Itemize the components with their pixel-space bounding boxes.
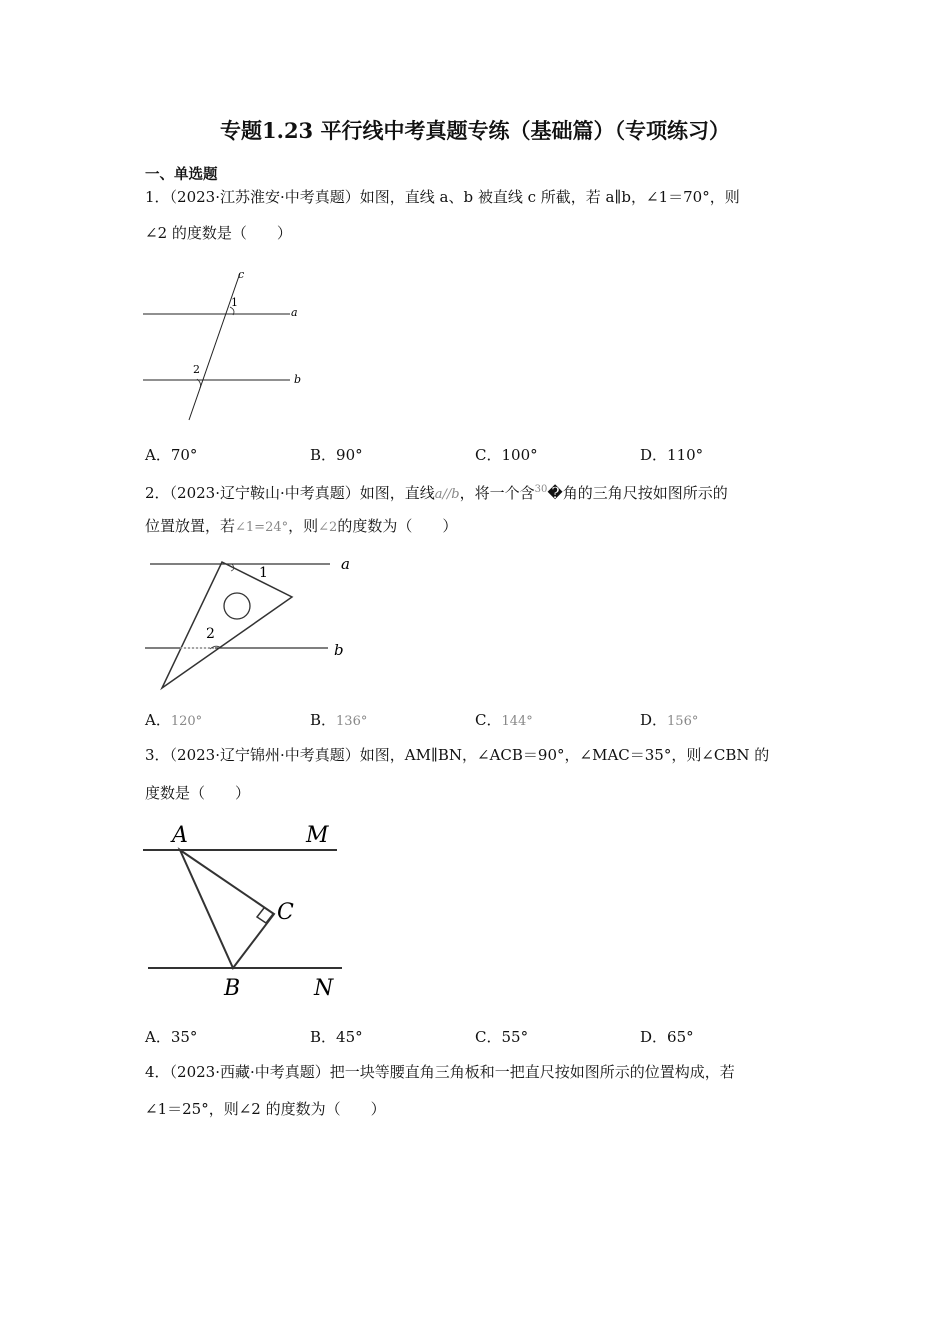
label-a: a [291,306,298,319]
label-b: b [334,641,344,659]
label-angle-1: 1 [259,565,268,581]
formula-angle1: ∠1=24° [235,520,289,535]
label-c: c [238,268,245,281]
question-1-line2: ∠2 的度数是（ ） [145,224,292,242]
option-b[interactable]: B．90° [310,446,363,464]
formula-30: 30 [534,484,548,495]
label-N: N [314,976,334,1001]
label-b: b [294,373,302,386]
label-angle-2: 2 [206,626,215,642]
option-value: 136° [336,714,368,729]
option-a[interactable] [145,709,202,730]
option-c[interactable]: C．55° [475,1028,529,1046]
question-2-text: 2．（2023·辽宁鞍山·中考真题）如图，直线 [145,484,435,502]
label-A: A [172,823,188,848]
label-M: M [306,823,329,848]
question-1-line1: 1．（2023·江苏淮安·中考真题）如图，直线 a、b 被直线 c 所截，若 a∥b，∠1＝70°，则 [145,188,740,206]
option-value: 120° [170,714,203,729]
label-B: B [224,976,241,1001]
option-value: 156° [667,714,699,729]
question-2-text: 的度数为（ ） [337,517,458,535]
formula-a-parallel-b: a//b [434,487,460,502]
formula-angle2: ∠2 [318,520,338,535]
option-letter: D． [640,711,668,729]
question-2-text: ，将一个含 [459,484,535,502]
section-heading: 一、单选题 [145,166,218,183]
option-c[interactable]: C．100° [475,446,538,464]
question-2-line1 [145,479,728,506]
label-a: a [341,555,350,573]
question-2-line2 [145,515,457,539]
question-2-figure [140,552,370,697]
label-C: C [277,900,294,925]
option-a[interactable]: A．70° [145,446,198,464]
option-letter: C． [475,711,502,729]
question-3-line2: 度数是（ ） [145,784,251,802]
option-letter: A． [145,711,171,729]
question-2-text: ，则 [288,517,319,535]
question-3-line1: 3．（2023·辽宁锦州·中考真题）如图，AM∥BN，∠ACB＝90°，∠MAC＝35°，则∠CBN 的 [145,746,770,764]
option-d[interactable] [640,709,698,730]
label-angle-2: 2 [193,363,200,376]
label-angle-1: 1 [231,296,238,309]
question-3-figure [140,818,350,1003]
question-1-figure [140,265,320,425]
option-b[interactable] [310,709,367,730]
option-b[interactable]: B．45° [310,1028,363,1046]
option-d[interactable]: D．65° [640,1028,694,1046]
option-letter: B． [310,711,337,729]
option-c[interactable] [475,709,533,730]
page-title: 专题1.23 平行线中考真题专练（基础篇）（专项练习） [220,118,730,143]
question-2-text: 位置放置，若 [145,517,236,535]
option-d[interactable]: D．110° [640,446,704,464]
question-2-text: �角的三角尺按如图所示的 [547,484,728,502]
option-a[interactable]: A．35° [145,1028,198,1046]
question-4-line1: 4．（2023·西藏·中考真题）把一块等腰直角三角板和一把直尺按如图所示的位置构成，若 [145,1063,735,1081]
question-4-line2: ∠1＝25°，则∠2 的度数为（ ） [145,1100,386,1118]
option-value: 144° [501,714,533,729]
